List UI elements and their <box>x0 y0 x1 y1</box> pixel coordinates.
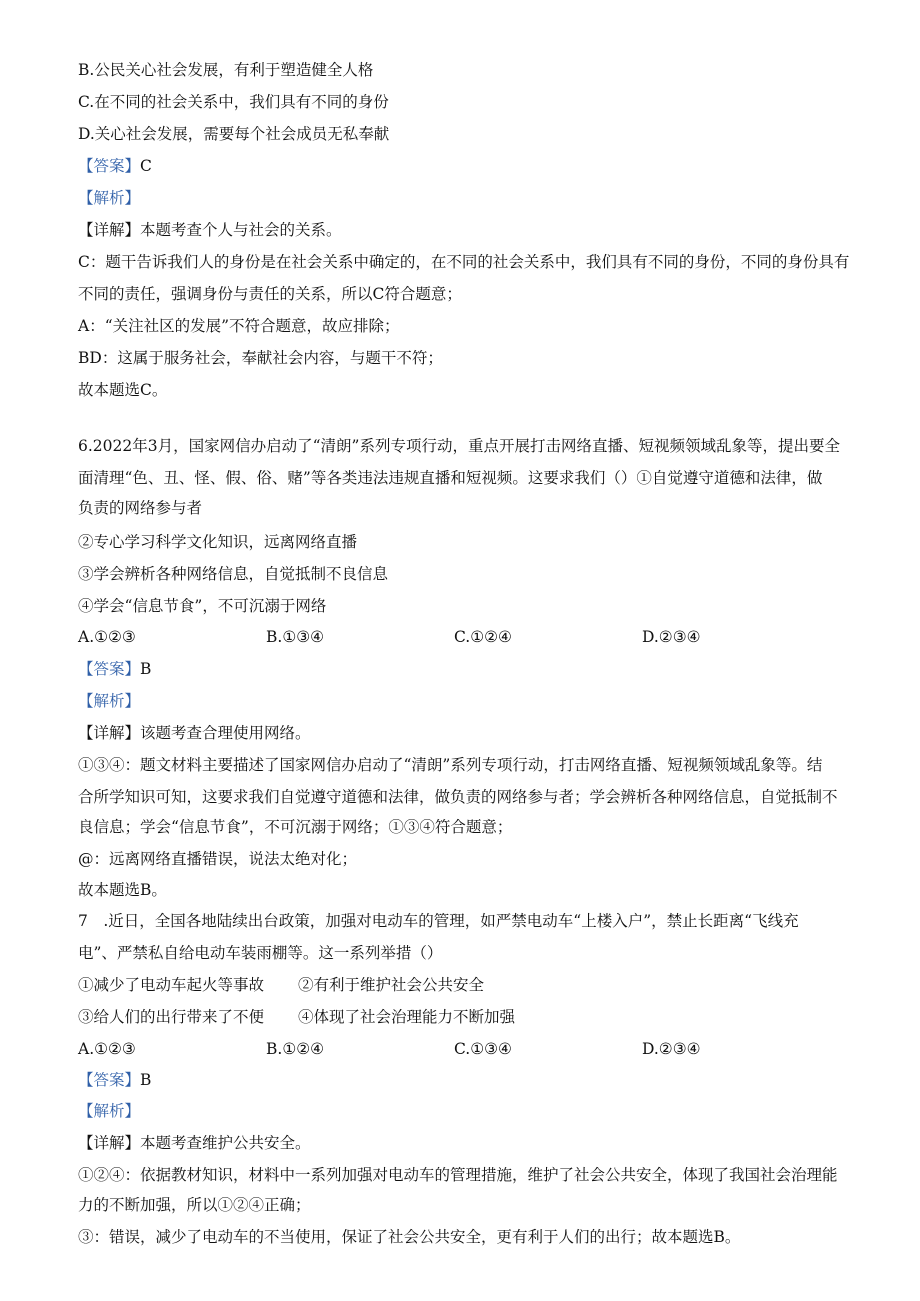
statement-3: ③学会辨析各种网络信息，自觉抵制不良信息 <box>78 565 389 583</box>
conclusion-line: 故本题选C。 <box>78 381 168 399</box>
answer-tag: 【答案】 <box>78 660 141 678</box>
statement-1: ①减少了电动车起火等事故 <box>78 976 265 994</box>
explanation-line: A：“关注社区的发展”不符合题意，故应排除； <box>78 317 400 335</box>
question-6-stem: 面清理“色、丑、怪、假、俗、赌”等各类违法违规直播和短视频。这要求我们（）①自觉遵守道德和法律，做 <box>78 469 823 487</box>
analysis-tag: 【解析】 <box>78 1102 141 1120</box>
option-c: C.在不同的社会关系中，我们具有不同的身份 <box>78 93 389 111</box>
statement-4: ④体现了社会治理能力不断加强 <box>298 1008 516 1026</box>
explanation-line: ③：错误，减少了电动车的不当使用，保证了社会公共安全，更有利于人们的出行；故本题选B。 <box>78 1228 741 1246</box>
explanation-line: BD：这属于服务社会，奉献社会内容，与题干不符； <box>78 349 443 367</box>
option-d: D.②③④ <box>642 628 701 646</box>
explanation-line: ①②④：依据教材知识，材料中一系列加强对电动车的管理措施，维护了社会公共安全，体现了我国社会治理能 <box>78 1166 838 1184</box>
answer-tag: 【答案】 <box>78 1071 141 1089</box>
explanation-line: 合所学知识可知，这要求我们自觉遵守道德和法律，做负责的网络参与者；学会辨析各种网络信息，自觉抵制不 <box>78 788 838 806</box>
option-a: A.①②③ <box>78 1040 136 1058</box>
question-6-stem: 负责的网络参与者 <box>78 499 203 517</box>
answer-line <box>78 659 151 679</box>
explanation-line: ①③④：题文材料主要描述了国家网信办启动了“清朗”系列专项行动，打击网络直播、短视频领域乱象等。结 <box>78 756 823 774</box>
detail-line: 【详解】本题考查维护公共安全。 <box>78 1134 311 1152</box>
statement-4: ④学会“信息节食”，不可沉溺于网络 <box>78 597 327 615</box>
explanation-line: C：题干告诉我们人的身份是在社会关系中确定的，在不同的社会关系中，我们具有不同的身份，不同的身份具有 <box>78 253 850 271</box>
detail-line: 【详解】本题考查个人与社会的关系。 <box>78 221 342 239</box>
option-c: C.①③④ <box>454 1040 512 1058</box>
option-d: D.②③④ <box>642 1040 701 1058</box>
question-7-stem: 电”、严禁私自给电动车装雨棚等。这一系列举措（） <box>78 944 443 962</box>
option-c: C.①②④ <box>454 628 512 646</box>
statement-2: ②有利于维护社会公共安全 <box>298 976 485 994</box>
explanation-line: 不同的责任，强调身份与责任的关系，所以C符合题意； <box>78 285 462 303</box>
option-d: D.关心社会发展，需要每个社会成员无私奉献 <box>78 125 390 143</box>
statement-3: ③给人们的出行带来了不便 <box>78 1008 265 1026</box>
detail-line: 【详解】该题考查合理使用网络。 <box>78 724 311 742</box>
analysis-tag: 【解析】 <box>78 692 141 710</box>
conclusion-line: 故本题选B。 <box>78 881 167 899</box>
option-b: B.①③④ <box>266 628 325 646</box>
answer-value: B <box>140 1071 152 1089</box>
analysis-tag: 【解析】 <box>78 189 141 207</box>
explanation-line: 良信息；学会“信息节食”，不可沉溺于网络；①③④符合题意； <box>78 818 513 836</box>
explanation-line: @：远离网络直播错误，说法太绝对化； <box>78 850 358 868</box>
question-6-stem: 6.2022年3月，国家网信办启动了“清朗”系列专项行动，重点开展打击网络直播、短视频领域乱象等，提出要全 <box>78 437 840 455</box>
answer-line <box>78 1070 151 1090</box>
answer-value: B <box>140 660 152 678</box>
answer-line <box>78 156 152 176</box>
statement-2: ②专心学习科学文化知识，远离网络直播 <box>78 533 358 551</box>
option-b: B.公民关心社会发展，有利于塑造健全人格 <box>78 61 374 79</box>
option-b: B.①②④ <box>266 1040 325 1058</box>
explanation-line: 力的不断加强，所以①②④正确； <box>78 1196 311 1214</box>
option-a: A.①②③ <box>78 628 136 646</box>
answer-value: C <box>140 157 152 175</box>
answer-tag: 【答案】 <box>78 157 141 175</box>
question-7-stem: 7 .近日，全国各地陆续出台政策，加强对电动车的管理，如严禁电动车“上楼入户”，禁止长距离“飞线充 <box>78 912 799 930</box>
